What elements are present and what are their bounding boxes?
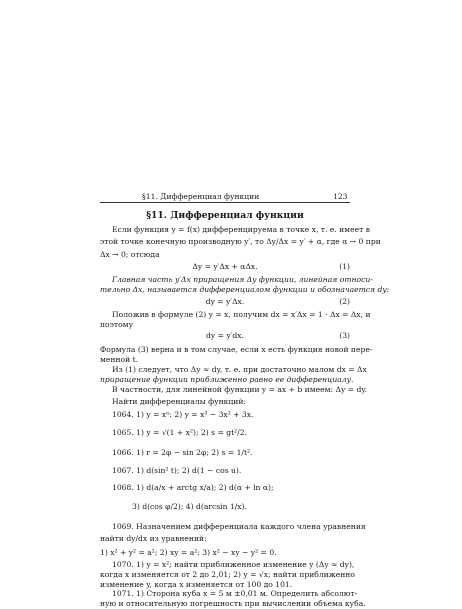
text-line: В частности, для линейной функции y = ax + b имеем: Δy = dy. — [112, 385, 368, 394]
formula-2: dy = y′Δx. — [205, 297, 245, 306]
text-line: ную и относительную погрешность при вычислении объема куба. — [100, 599, 366, 608]
text-line: Найти дифференциалы функций: — [112, 397, 246, 406]
exercise-1068: 1068. 1) d(a/x + arctg x/a); 2) d(α + ln α); — [112, 483, 274, 492]
text-line: Главная часть y′Δx приращения Δy функции, линейная относи- — [112, 275, 373, 284]
formula-number: (3) — [339, 331, 350, 340]
text-line: Из (1) следует, что Δy ≈ dy, т. е. при достаточно малом dx = Δx — [112, 365, 367, 374]
text-line: поэтому — [100, 320, 134, 329]
running-header: §11. Дифференциал функции — [142, 192, 260, 201]
text-line: Формула (3) верна и в том случае, если x есть функция новой пере- — [100, 345, 373, 354]
exercise-1065: 1065. 1) y = √(1 + x²); 2) s = gt²/2. — [112, 428, 247, 437]
text-line: Δx → 0; отсюда — [100, 250, 160, 259]
text-line: изменение y, когда x изменяется от 100 до 101. — [100, 580, 293, 589]
formula-number: (2) — [339, 297, 350, 306]
text-line: Если функция y = f(x) дифференцируема в точке x, т. е. имеет в — [112, 225, 370, 234]
text-line: тельно Δx, называется дифференциалом функции и обозначается dy: — [100, 285, 390, 294]
formula-number: (1) — [339, 262, 350, 271]
formula-1: Δy = y′Δx + αΔx. — [192, 262, 258, 271]
exercise-1067: 1067. 1) d(sin² t); 2) d(1 − cos u). — [112, 466, 242, 475]
text-line: когда x изменяется от 2 до 2,01; 2) y = √x; найти приближенно — [100, 570, 355, 579]
text-line: этой точке конечную производную y′, то Δy/Δx = y′ + α, где α → 0 при — [100, 237, 381, 246]
header-rule — [100, 202, 350, 203]
exercise-1068-cont: 3) d(cos φ/2); 4) d(arcsin 1/x). — [132, 502, 247, 511]
text-line: 1069. Назначением дифференциала каждого члена уравнения — [112, 522, 366, 531]
text-line: найти dy/dx из уравнений: — [100, 534, 207, 543]
formula-3: dy = y′dx. — [206, 331, 244, 340]
exercise-1066: 1066. 1) r = 2φ − sin 2φ; 2) s = 1/t². — [112, 448, 253, 457]
text-line: Положив в формуле (2) y = x, получим dx = x′Δx = 1 · Δx = Δx, и — [112, 310, 371, 319]
text-line: приращение функции приближенно равно ее дифференциалу. — [100, 375, 354, 384]
text-line: 1071. 1) Сторона куба x = 5 м ±0,01 м. Определить абсолют- — [112, 589, 358, 598]
text-line: 1070. 1) y = x²; найти приближенное изменение y (Δy ≈ dy), — [112, 560, 355, 569]
exercise-1064: 1064. 1) y = xⁿ; 2) y = x³ − 3x² + 3x. — [112, 410, 254, 419]
text-line: 1) x² + y² = a²; 2) xy = a²; 3) x² − xy − y² = 0. — [100, 548, 277, 557]
text-line: менной t. — [100, 355, 139, 364]
page-number: 123 — [333, 192, 348, 201]
section-title: §11. Дифференциал функции — [146, 210, 304, 221]
